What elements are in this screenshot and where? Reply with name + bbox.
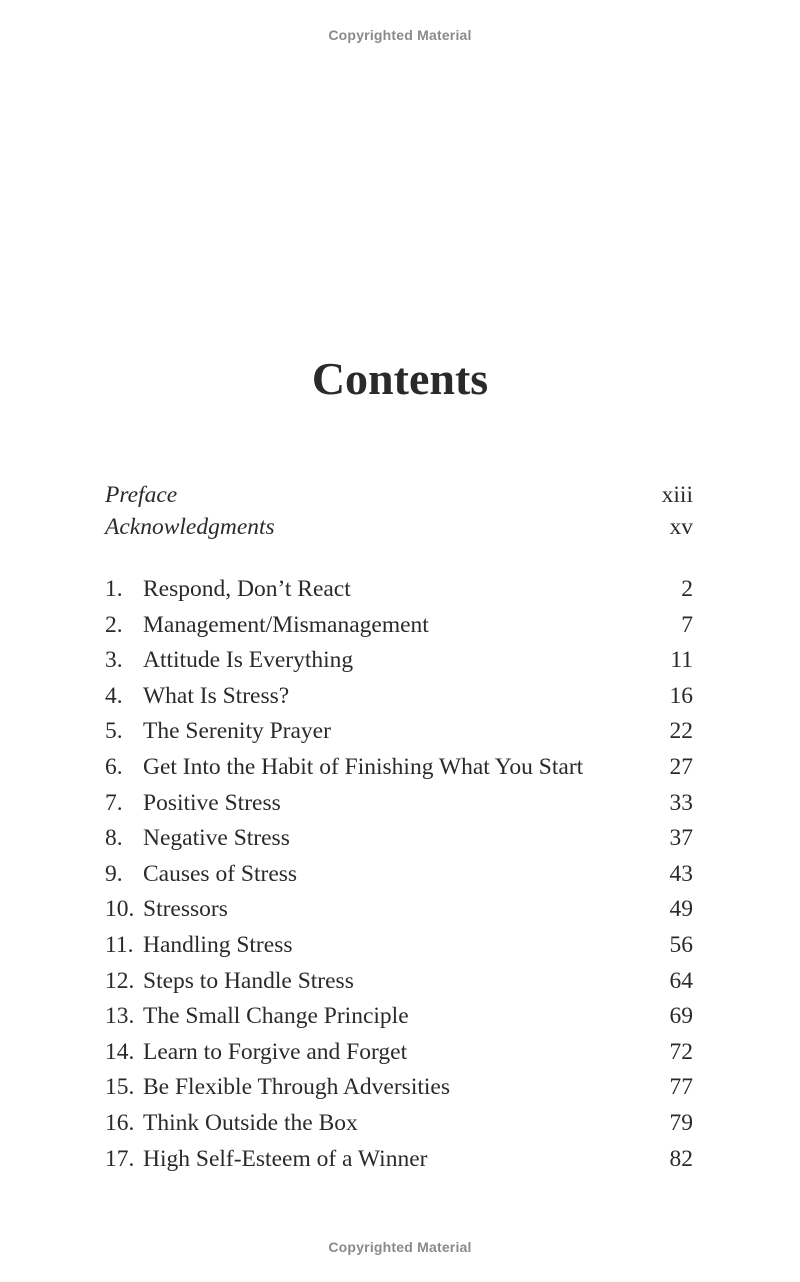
toc-chapter-entry[interactable] <box>105 788 693 824</box>
chapter-title: Causes of Stress <box>143 860 298 887</box>
chapter-page: 64 <box>669 967 693 994</box>
chapter-number: 7. <box>105 789 123 816</box>
toc-chapter-entry[interactable] <box>105 681 693 717</box>
front-matter-list <box>105 480 693 543</box>
toc-entry-acknowledgments[interactable] <box>105 512 693 544</box>
toc-chapter-entry[interactable] <box>105 894 693 930</box>
chapter-page: 72 <box>669 1038 693 1065</box>
toc-chapter-entry[interactable] <box>105 1072 693 1108</box>
toc-chapter-entry[interactable] <box>105 859 693 895</box>
chapter-number: 13. <box>105 1003 135 1030</box>
toc-chapter-entry[interactable] <box>105 1144 693 1180</box>
chapter-page: 82 <box>669 1145 693 1172</box>
chapter-number: 6. <box>105 753 123 780</box>
toc-entry-label: Acknowledgments <box>105 513 275 540</box>
chapter-title: Negative Stress <box>143 825 290 852</box>
chapter-title: Think Outside the Box <box>143 1109 358 1136</box>
chapter-title: Be Flexible Through Adversities <box>143 1074 450 1101</box>
chapter-page: 43 <box>669 860 693 887</box>
toc-chapter-entry[interactable] <box>105 1001 693 1037</box>
page-title: Contents <box>311 353 489 404</box>
toc-chapter-entry[interactable] <box>105 930 693 966</box>
toc-chapter-entry[interactable] <box>105 610 693 646</box>
toc-chapter-entry[interactable] <box>105 823 693 859</box>
chapter-page: 11 <box>670 647 693 674</box>
chapter-page: 49 <box>669 896 693 923</box>
chapter-title: High Self-Esteem of a Winner <box>143 1145 428 1172</box>
chapter-title: Respond, Don’t React <box>143 576 351 602</box>
chapter-page: 22 <box>669 718 693 745</box>
toc-chapter-entry[interactable] <box>105 1108 693 1144</box>
chapter-title: The Small Change Principle <box>143 1003 409 1030</box>
chapter-title: Learn to Forgive and Forget <box>143 1038 408 1065</box>
chapter-number: 11. <box>105 931 134 958</box>
copyright-watermark-top: Copyrighted Material <box>328 27 472 43</box>
chapter-number: 2. <box>105 611 123 638</box>
chapter-page: 37 <box>669 825 693 852</box>
chapter-page: 27 <box>669 753 693 780</box>
toc-chapter-entry[interactable] <box>105 752 693 788</box>
chapter-list <box>105 574 693 1179</box>
chapter-number: 10. <box>105 896 135 923</box>
chapter-page: 2 <box>681 576 693 602</box>
toc-entry-preface[interactable] <box>105 480 693 512</box>
chapter-page: 33 <box>669 789 693 816</box>
chapter-page: 7 <box>681 611 693 638</box>
chapter-number: 8. <box>105 825 123 852</box>
chapter-title: Attitude Is Everything <box>143 647 354 674</box>
toc-entry-page: xiii <box>661 482 693 508</box>
chapter-page: 56 <box>669 931 693 958</box>
copyright-watermark-bottom: Copyrighted Material <box>328 1239 472 1255</box>
chapter-title: Steps to Handle Stress <box>143 967 354 994</box>
chapter-number: 5. <box>105 718 123 745</box>
chapter-number: 12. <box>105 967 135 994</box>
toc-chapter-entry[interactable] <box>105 645 693 681</box>
chapter-title: Positive Stress <box>143 789 281 816</box>
chapter-title: What Is Stress? <box>143 682 290 709</box>
chapter-title: Stressors <box>143 896 228 923</box>
toc-chapter-entry[interactable] <box>105 574 693 610</box>
toc-chapter-entry[interactable] <box>105 1037 693 1073</box>
chapter-number: 4. <box>105 682 123 709</box>
chapter-title: Management/Mismanagement <box>143 611 429 638</box>
chapter-number: 9. <box>105 860 123 887</box>
toc-chapter-entry[interactable] <box>105 716 693 752</box>
chapter-title: The Serenity Prayer <box>143 718 331 745</box>
toc-entry-label: Preface <box>105 482 178 508</box>
chapter-page: 69 <box>669 1003 693 1030</box>
chapter-number: 16. <box>105 1109 135 1136</box>
chapter-number: 14. <box>105 1038 135 1065</box>
chapter-number: 17. <box>105 1145 135 1172</box>
toc-chapter-entry[interactable] <box>105 966 693 1002</box>
chapter-number: 15. <box>105 1074 135 1101</box>
chapter-page: 16 <box>669 682 693 709</box>
chapter-title: Handling Stress <box>143 931 293 958</box>
toc-entry-page: xv <box>669 513 693 540</box>
chapter-page: 79 <box>669 1109 693 1136</box>
chapter-number: 3. <box>105 647 123 674</box>
chapter-page: 77 <box>669 1074 693 1101</box>
chapter-number: 1. <box>105 576 123 602</box>
chapter-title: Get Into the Habit of Finishing What You Start <box>143 753 584 780</box>
